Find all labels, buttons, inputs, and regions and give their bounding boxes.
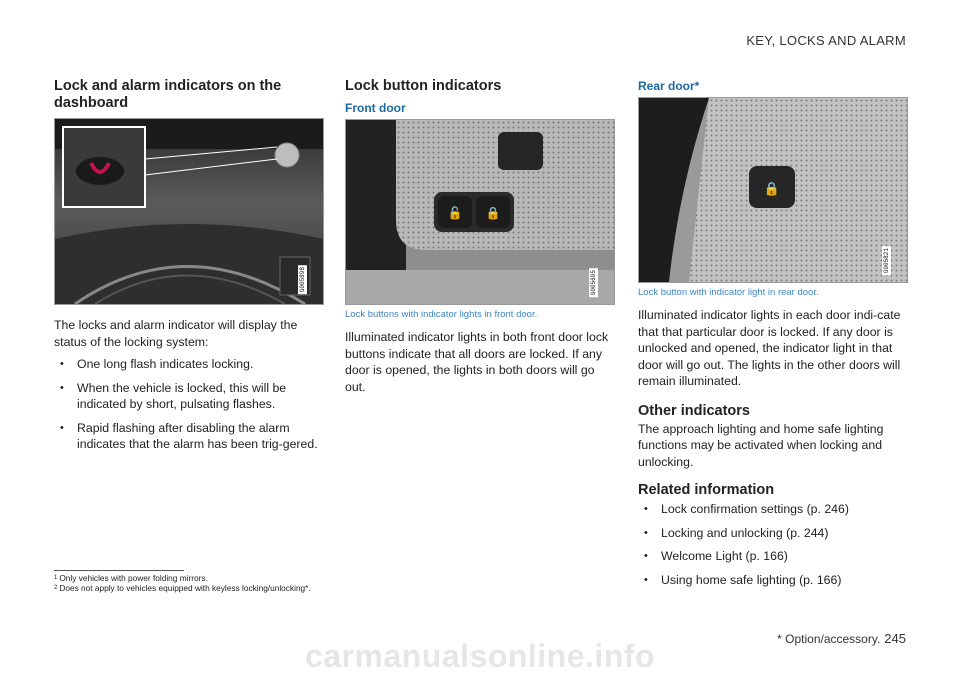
footnotes — [54, 570, 374, 593]
rear-door-caption: Lock button with indicator light in rear door. — [638, 287, 819, 298]
column-dashboard-indicators — [54, 78, 324, 460]
dashboard-bullet-list — [54, 356, 324, 453]
rear-door-illustration — [639, 98, 907, 282]
image-code: G005821 — [883, 248, 890, 274]
image-code: G005695 — [590, 270, 597, 296]
related-link[interactable]: • Locking and unlocking (p. 244) — [638, 525, 910, 542]
dashboard-illustration — [55, 119, 323, 304]
watermark: carmanualsonline.info — [304, 638, 656, 674]
subtitle-rear-door: Rear door* — [638, 79, 700, 93]
other-indicators-title: Other indicators — [638, 402, 750, 419]
list-item: • Rapid flashing after disabling the alarm indicates that the alarm has been trig-gered. — [54, 420, 324, 453]
svg-text:🔒: 🔒 — [485, 206, 501, 220]
related-link[interactable]: • Lock confirmation settings (p. 246) — [638, 501, 910, 518]
rear-door-body: Illuminated indicator lights in each door indi-cate that that particular door is locked. If any door is unlocked and opened, the indicator light in that door will go out. The lights in the other doors will remain illuminated. — [638, 308, 901, 388]
dashboard-photo — [54, 118, 324, 305]
front-door-illustration — [346, 120, 614, 304]
list-item: • When the vehicle is locked, this will be indicated by short, pulsating flashes. — [54, 380, 324, 413]
subtitle-front-door: Front door — [345, 101, 406, 115]
related-links-list — [638, 501, 910, 588]
dashboard-intro: The locks and alarm indicator will display the status of the locking system: — [54, 318, 298, 349]
front-door-caption: Lock buttons with indicator lights in front door. — [345, 309, 538, 320]
footnote: $^2$ Does not apply to vehicles equipped with keyless locking/unlocking*. — [54, 583, 311, 593]
other-indicators-body: The approach lighting and home safe lighting functions may be activated when locking and unlocking. — [638, 421, 884, 469]
svg-text:🔒: 🔒 — [763, 182, 781, 197]
page-number: 245 — [884, 631, 906, 646]
footnote-divider — [54, 570, 184, 571]
image-code: G005898 — [299, 267, 306, 293]
column-lock-buttons — [345, 78, 615, 395]
front-door-body: Illuminated indicator lights in both front door lock buttons indicate that all doors are locked. If any door is opened, the lights in both doors will go out. — [345, 330, 609, 394]
list-item: • One long flash indicates locking. — [54, 356, 324, 373]
column-rear-door — [638, 78, 910, 595]
related-link[interactable]: • Welcome Light (p. 166) — [638, 548, 910, 565]
section-header: KEY, LOCKS AND ALARM — [746, 33, 906, 48]
related-information-title: Related information — [638, 482, 775, 498]
section-title-dashboard: Lock and alarm indicators on the dashboard — [54, 78, 282, 111]
section-title-lock-buttons: Lock button indicators — [345, 78, 502, 94]
related-link[interactable]: • Using home safe lighting (p. 166) — [638, 572, 910, 589]
svg-text:🔓: 🔓 — [447, 206, 463, 220]
front-door-photo — [345, 119, 615, 305]
rear-door-photo — [638, 97, 908, 283]
footnote: $^1$ Only vehicles with power folding mirrors. — [54, 573, 208, 583]
option-accessory-note: * Option/accessory. — [777, 632, 881, 646]
